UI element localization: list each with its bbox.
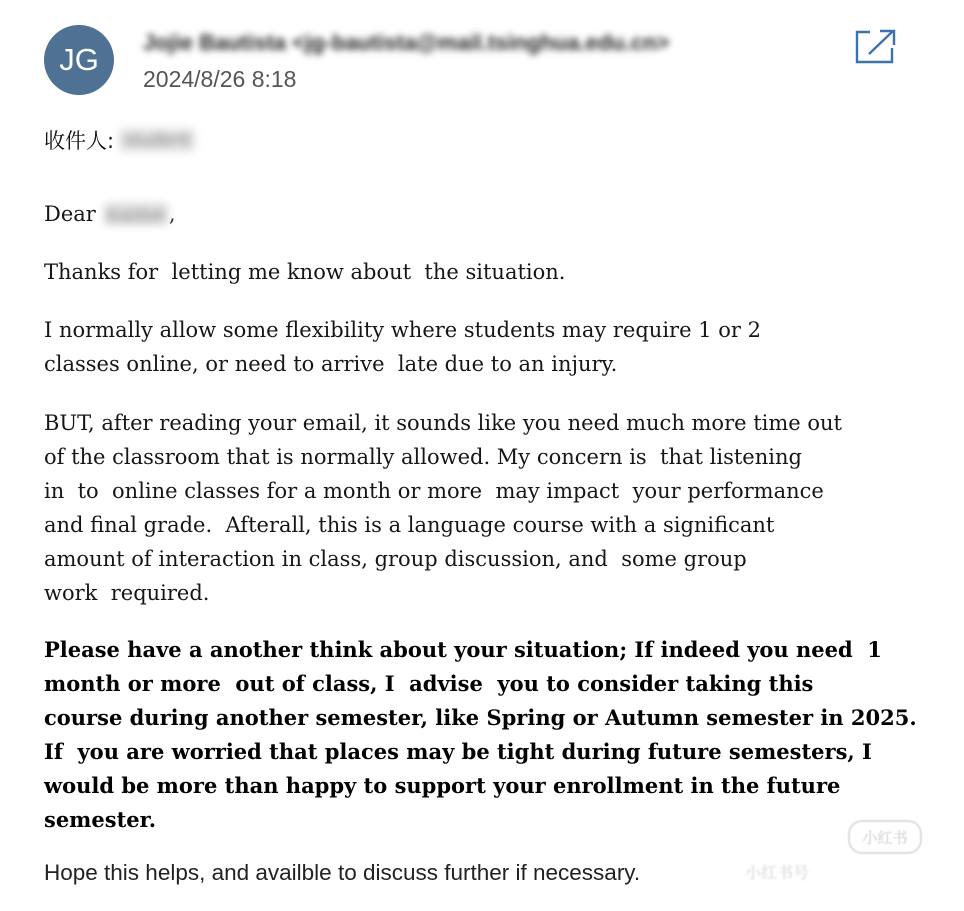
email-header	[0, 0, 964, 110]
recipient-row	[44, 124, 196, 156]
email-bold-paragraph: Please have a another think about your situation; If indeed you need 1 month or more out of class, I advise you to consider taking this course during another semester, like Spring or Autumn semester in 2025. If you are worried that places may be tight during future semesters, I would be more than happy to support your enrollment in the future semester.	[44, 637, 917, 832]
recipient-value-obscured[interactable]: student	[118, 128, 196, 152]
salutation-name-obscured: name	[103, 202, 169, 226]
watermark-text: 小红书号	[745, 863, 810, 882]
email-salutation	[44, 197, 949, 231]
watermark-logo: 小红书	[848, 820, 922, 854]
email-closing: Hope this helps, and availble to discuss further if necessary.	[44, 860, 641, 885]
email-timestamp: 2024/8/26 8:18	[143, 66, 297, 92]
sender-address-obscured: Jojie Bautista <jg-bautista@mail.tsinghua.edu.cn>	[143, 30, 670, 55]
email-paragraph: Thanks for letting me know about the situation.	[44, 260, 566, 284]
recipient-label: 收件人:	[44, 129, 115, 153]
open-in-new-window-icon[interactable]	[852, 27, 898, 65]
email-paragraph: I normally allow some flexibility where students may require 1 or 2 classes online, or need to arrive late due to an injury.	[44, 318, 761, 376]
salutation-suffix: ,	[168, 202, 176, 226]
email-paragraph: BUT, after reading your email, it sounds like you need much more time out of the classroom that is normally allowed. My concern is that listening in to online classes for a month or more may impact your performance and final grade. Afterall, this is a language course with a significant amount of interaction in class, group discussion, and some group work required.	[44, 411, 842, 605]
salutation-prefix: Dear	[44, 202, 103, 226]
sender-avatar[interactable]: JG	[44, 25, 114, 95]
